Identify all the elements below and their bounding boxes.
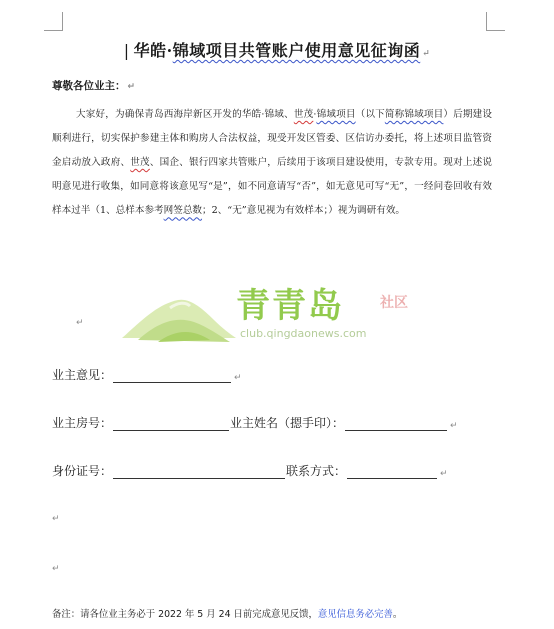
paragraph-mark-icon: ↵ [127,82,136,92]
opinion-row [52,366,242,383]
paragraph-mark-icon: ↵ [52,514,60,524]
contact-input-line[interactable] [347,464,437,479]
body-text-11: ；2、“无”意见视为有效样本；）视为调研有效。 [202,205,406,217]
paragraph-mark-icon: ↵ [234,373,242,383]
greeting-text: 尊敬各位业主： [52,80,126,92]
watermark-tag: 社区 [380,295,408,311]
paragraph-mark-icon: ↵ [450,421,458,431]
document-title [0,38,554,61]
body-text-5: （以下 [355,109,385,120]
body-text-7: ）后期建设顺利进行，切实保护参建主体和购房人合法权益，现受开发区管委、区信访办委托，将上述项目监管资金启动放入政府、 [52,109,493,169]
title-part-1: 华皓· [133,41,173,60]
room-input-line[interactable] [113,416,229,431]
page-corner-mark-left [44,12,63,31]
watermark-brand: 青青岛 [236,286,344,326]
paragraph-mark-icon: ↵ [52,564,60,574]
note [52,606,402,620]
name-input-line[interactable] [345,416,447,431]
opinion-label: 业主意见： [52,368,113,382]
room-name-row [52,414,458,431]
note-highlight: 意见信息务必完善 [317,609,393,620]
body-text-9: 、国企、银行四家共管账户，后续用于该项目建设使用，专款专用。现对上述说明意见进行收集，如同意将该意见写“是”，如不同意请写“否”，如无意见可写“无”，一经问卷回收有效样本过半（1、总样本参考 [52,157,493,217]
body-text-8: 世茂 [130,157,150,169]
note-prefix: 备注：请各位业主务必于 2022 年 5 月 24 日前完成意见反馈， [52,609,318,620]
body-paragraph [52,103,492,223]
greeting [52,78,135,93]
body-text-6: 简称锦域项目 [384,109,444,120]
paragraph-mark-icon: ↵ [440,469,448,479]
paragraph-mark-icon: ↵ [422,49,431,59]
name-label: 业主姓名（摁手印）： [230,416,345,430]
body-text-2: 世茂 [293,109,314,120]
title-part-2: 锦域项目共管账户使用意见征询函 [172,41,421,60]
body-text-1: 大家好，为确保青岛西海岸新区开发的华皓·锦域、 [76,109,294,120]
id-input-line[interactable] [113,464,285,479]
room-label: 业主房号： [52,416,113,430]
id-label: 身份证号： [52,464,113,478]
note-suffix: 。 [392,609,403,620]
paragraph-mark-icon: ↵ [76,318,84,328]
mountain-logo-icon [118,282,238,352]
opinion-input-line[interactable] [113,368,231,383]
text-cursor-icon: | [123,41,130,60]
watermark [118,282,428,352]
body-text-4: 锦域项目 [316,109,356,120]
watermark-url: club.qingdaonews.com [240,327,367,340]
body-text-3: · [313,109,317,120]
id-contact-row [52,462,448,479]
contact-label: 联系方式： [286,464,347,478]
page-corner-mark-right [486,12,505,31]
body-text-10: 网签总数 [163,205,203,217]
